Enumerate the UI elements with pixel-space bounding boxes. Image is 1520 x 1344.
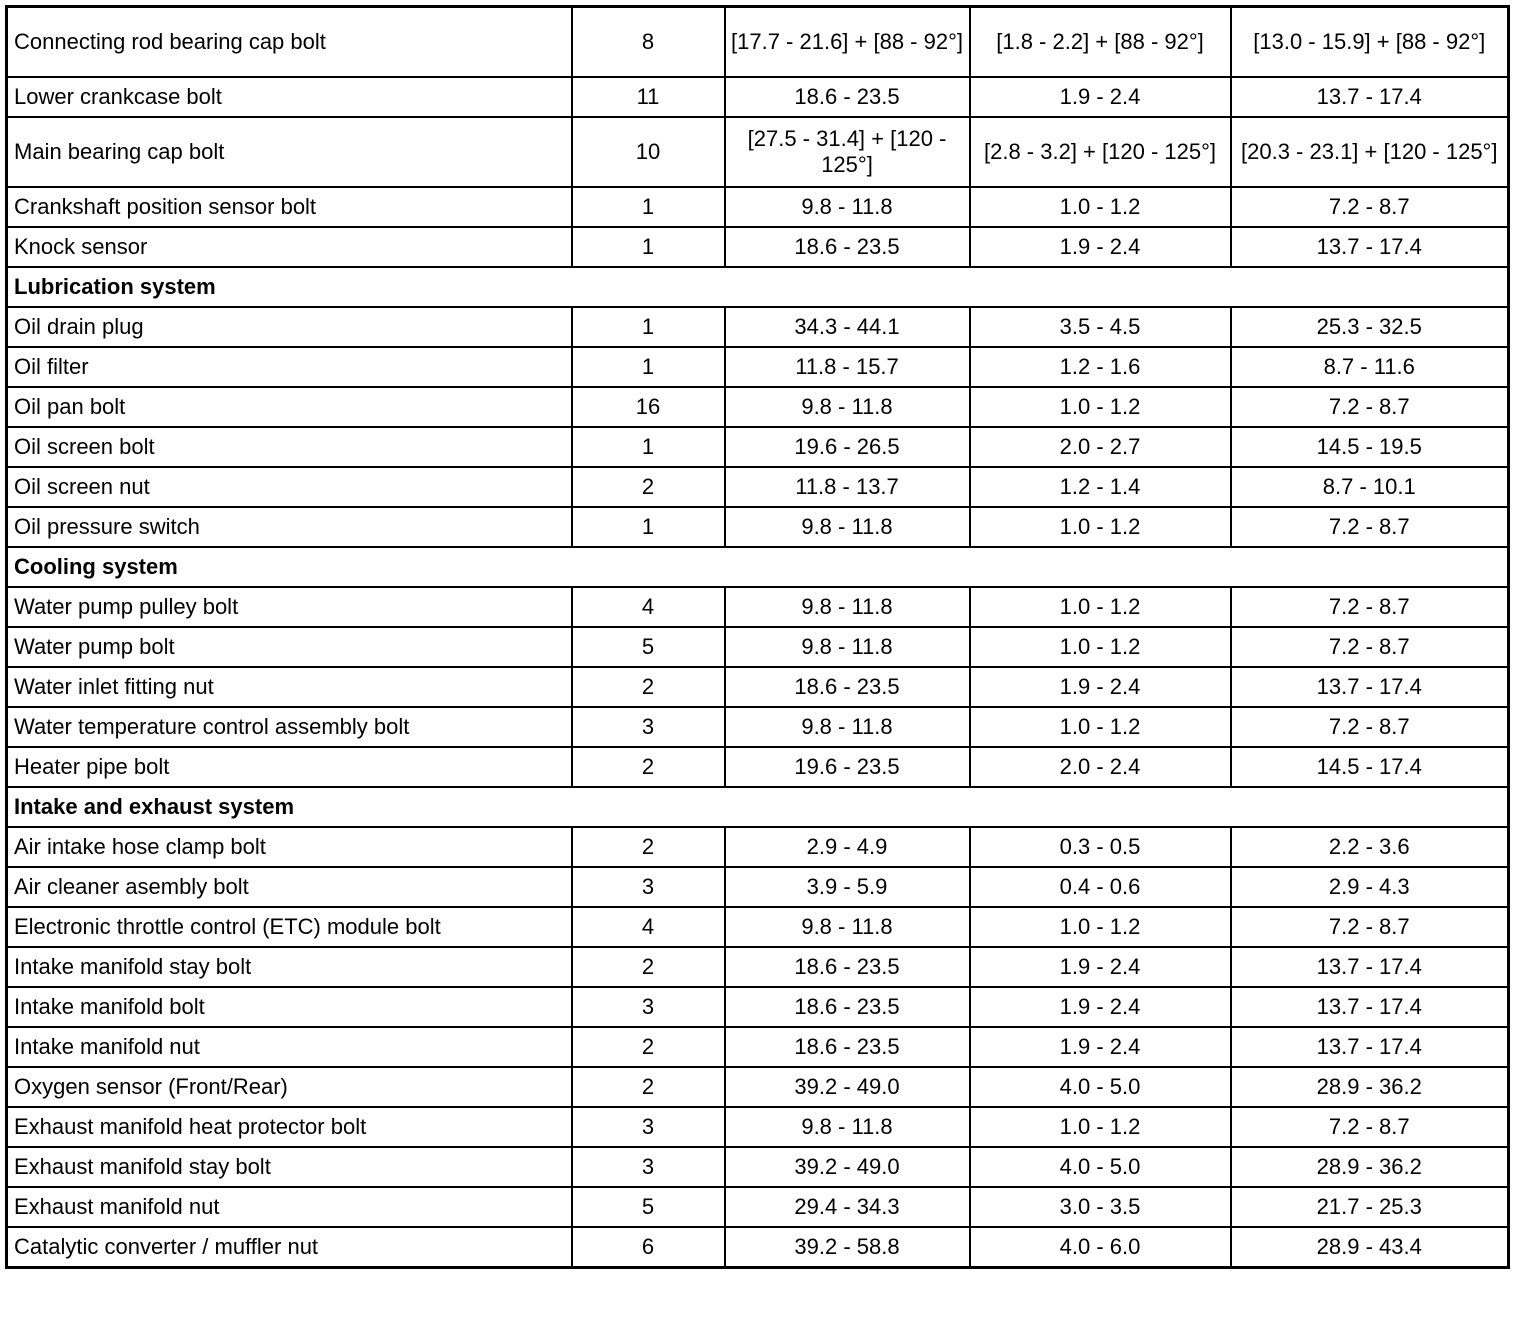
table-row [7,117,1509,187]
torque-kgfm: 1.0 - 1.2 [970,907,1231,947]
quantity: 16 [572,387,725,427]
quantity: 1 [572,227,725,267]
torque-kgfm: 1.2 - 1.4 [970,467,1231,507]
torque-lbft: 13.7 - 17.4 [1231,1027,1509,1067]
component-name: Oxygen sensor (Front/Rear) [7,1067,572,1107]
torque-kgfm: 1.9 - 2.4 [970,227,1231,267]
torque-lbft: 14.5 - 19.5 [1231,427,1509,467]
quantity: 3 [572,987,725,1027]
torque-kgfm: 4.0 - 5.0 [970,1147,1231,1187]
torque-nm: 9.8 - 11.8 [725,707,970,747]
torque-kgfm: 1.9 - 2.4 [970,667,1231,707]
quantity: 6 [572,1227,725,1268]
torque-lbft: 13.7 - 17.4 [1231,947,1509,987]
table-row [7,907,1509,947]
component-name: Intake manifold bolt [7,987,572,1027]
torque-nm: 18.6 - 23.5 [725,947,970,987]
torque-lbft: 8.7 - 11.6 [1231,347,1509,387]
quantity: 11 [572,77,725,117]
torque-nm: 39.2 - 58.8 [725,1227,970,1268]
table-row [7,667,1509,707]
quantity: 1 [572,507,725,547]
table-row [7,427,1509,467]
component-name: Oil screen nut [7,467,572,507]
torque-lbft: [20.3 - 23.1] + [120 - 125°] [1231,117,1509,187]
torque-lbft: 28.9 - 43.4 [1231,1227,1509,1268]
torque-kgfm: [2.8 - 3.2] + [120 - 125°] [970,117,1231,187]
table-row [7,987,1509,1027]
section-title: Cooling system [7,547,1509,587]
torque-kgfm: 3.0 - 3.5 [970,1187,1231,1227]
component-name: Electronic throttle control (ETC) module bolt [7,907,572,947]
torque-kgfm: 1.0 - 1.2 [970,507,1231,547]
torque-lbft: 28.9 - 36.2 [1231,1067,1509,1107]
table-row [7,187,1509,227]
quantity: 2 [572,747,725,787]
torque-lbft: 2.2 - 3.6 [1231,827,1509,867]
component-name: Water temperature control assembly bolt [7,707,572,747]
torque-lbft: 13.7 - 17.4 [1231,77,1509,117]
component-name: Oil screen bolt [7,427,572,467]
torque-nm: 18.6 - 23.5 [725,77,970,117]
table-row [7,1187,1509,1227]
section-header-row [7,267,1509,307]
torque-kgfm: 1.9 - 2.4 [970,1027,1231,1067]
quantity: 2 [572,827,725,867]
component-name: Intake manifold stay bolt [7,947,572,987]
torque-lbft: 13.7 - 17.4 [1231,987,1509,1027]
torque-kgfm: 3.5 - 4.5 [970,307,1231,347]
torque-lbft: 28.9 - 36.2 [1231,1147,1509,1187]
torque-spec-table [5,5,1510,1269]
torque-nm: 2.9 - 4.9 [725,827,970,867]
torque-kgfm: 0.4 - 0.6 [970,867,1231,907]
quantity: 8 [572,7,725,78]
torque-nm: 9.8 - 11.8 [725,387,970,427]
torque-nm: 9.8 - 11.8 [725,507,970,547]
torque-lbft: 7.2 - 8.7 [1231,387,1509,427]
component-name: Intake manifold nut [7,1027,572,1067]
component-name: Main bearing cap bolt [7,117,572,187]
torque-nm: 18.6 - 23.5 [725,1027,970,1067]
torque-spec-table-body [7,7,1509,1268]
torque-nm: 3.9 - 5.9 [725,867,970,907]
torque-kgfm: 1.0 - 1.2 [970,1107,1231,1147]
quantity: 3 [572,867,725,907]
component-name: Exhaust manifold nut [7,1187,572,1227]
torque-nm: [17.7 - 21.6] + [88 - 92°] [725,7,970,78]
torque-nm: 19.6 - 23.5 [725,747,970,787]
component-name: Crankshaft position sensor bolt [7,187,572,227]
table-row [7,347,1509,387]
torque-kgfm: 1.0 - 1.2 [970,587,1231,627]
torque-lbft: 8.7 - 10.1 [1231,467,1509,507]
torque-kgfm: 1.0 - 1.2 [970,707,1231,747]
torque-nm: 34.3 - 44.1 [725,307,970,347]
torque-kgfm: 2.0 - 2.4 [970,747,1231,787]
torque-nm: 19.6 - 26.5 [725,427,970,467]
torque-kgfm: 1.0 - 1.2 [970,387,1231,427]
torque-nm: 39.2 - 49.0 [725,1147,970,1187]
component-name: Heater pipe bolt [7,747,572,787]
torque-lbft: 2.9 - 4.3 [1231,867,1509,907]
quantity: 4 [572,907,725,947]
torque-lbft: 14.5 - 17.4 [1231,747,1509,787]
table-row [7,1147,1509,1187]
torque-nm: 18.6 - 23.5 [725,987,970,1027]
component-name: Air intake hose clamp bolt [7,827,572,867]
component-name: Water pump pulley bolt [7,587,572,627]
quantity: 10 [572,117,725,187]
quantity: 4 [572,587,725,627]
torque-lbft: 25.3 - 32.5 [1231,307,1509,347]
torque-lbft: 7.2 - 8.7 [1231,1107,1509,1147]
torque-lbft: 7.2 - 8.7 [1231,507,1509,547]
component-name: Oil filter [7,347,572,387]
torque-lbft: 7.2 - 8.7 [1231,707,1509,747]
table-row [7,387,1509,427]
table-row [7,747,1509,787]
component-name: Exhaust manifold heat protector bolt [7,1107,572,1147]
torque-kgfm: 1.0 - 1.2 [970,187,1231,227]
table-row [7,867,1509,907]
torque-lbft: 13.7 - 17.4 [1231,667,1509,707]
quantity: 3 [572,1107,725,1147]
quantity: 1 [572,347,725,387]
table-row [7,7,1509,78]
component-name: Oil pressure switch [7,507,572,547]
component-name: Knock sensor [7,227,572,267]
component-name: Water inlet fitting nut [7,667,572,707]
torque-kgfm: 4.0 - 5.0 [970,1067,1231,1107]
table-row [7,1227,1509,1268]
torque-kgfm: 1.9 - 2.4 [970,987,1231,1027]
component-name: Air cleaner asembly bolt [7,867,572,907]
torque-lbft: [13.0 - 15.9] + [88 - 92°] [1231,7,1509,78]
torque-nm: 29.4 - 34.3 [725,1187,970,1227]
quantity: 2 [572,667,725,707]
quantity: 5 [572,1187,725,1227]
component-name: Oil drain plug [7,307,572,347]
table-row [7,467,1509,507]
component-name: Oil pan bolt [7,387,572,427]
component-name: Catalytic converter / muffler nut [7,1227,572,1268]
torque-kgfm: 4.0 - 6.0 [970,1227,1231,1268]
torque-kgfm: 1.0 - 1.2 [970,627,1231,667]
torque-kgfm: 0.3 - 0.5 [970,827,1231,867]
table-row [7,707,1509,747]
torque-nm: [27.5 - 31.4] + [120 - 125°] [725,117,970,187]
torque-kgfm: 1.9 - 2.4 [970,77,1231,117]
quantity: 2 [572,947,725,987]
torque-nm: 9.8 - 11.8 [725,587,970,627]
torque-nm: 9.8 - 11.8 [725,627,970,667]
table-row [7,1107,1509,1147]
component-name: Water pump bolt [7,627,572,667]
quantity: 3 [572,707,725,747]
quantity: 1 [572,427,725,467]
quantity: 5 [572,627,725,667]
quantity: 3 [572,1147,725,1187]
table-row [7,1027,1509,1067]
section-header-row [7,787,1509,827]
torque-kgfm: 1.2 - 1.6 [970,347,1231,387]
torque-nm: 18.6 - 23.5 [725,667,970,707]
section-header-row [7,547,1509,587]
torque-kgfm: 2.0 - 2.7 [970,427,1231,467]
component-name: Lower crankcase bolt [7,77,572,117]
component-name: Exhaust manifold stay bolt [7,1147,572,1187]
table-row [7,947,1509,987]
torque-lbft: 7.2 - 8.7 [1231,187,1509,227]
torque-nm: 39.2 - 49.0 [725,1067,970,1107]
table-row [7,227,1509,267]
torque-kgfm: [1.8 - 2.2] + [88 - 92°] [970,7,1231,78]
torque-lbft: 21.7 - 25.3 [1231,1187,1509,1227]
quantity: 2 [572,1067,725,1107]
table-row [7,1067,1509,1107]
torque-lbft: 7.2 - 8.7 [1231,587,1509,627]
table-row [7,307,1509,347]
quantity: 1 [572,187,725,227]
torque-nm: 18.6 - 23.5 [725,227,970,267]
torque-nm: 9.8 - 11.8 [725,907,970,947]
torque-lbft: 7.2 - 8.7 [1231,627,1509,667]
table-row [7,77,1509,117]
component-name: Connecting rod bearing cap bolt [7,7,572,78]
section-title: Intake and exhaust system [7,787,1509,827]
section-title: Lubrication system [7,267,1509,307]
torque-nm: 9.8 - 11.8 [725,187,970,227]
quantity: 2 [572,1027,725,1067]
table-row [7,587,1509,627]
torque-nm: 11.8 - 15.7 [725,347,970,387]
torque-lbft: 13.7 - 17.4 [1231,227,1509,267]
table-row [7,507,1509,547]
torque-lbft: 7.2 - 8.7 [1231,907,1509,947]
torque-nm: 11.8 - 13.7 [725,467,970,507]
table-row [7,627,1509,667]
torque-kgfm: 1.9 - 2.4 [970,947,1231,987]
quantity: 2 [572,467,725,507]
torque-nm: 9.8 - 11.8 [725,1107,970,1147]
quantity: 1 [572,307,725,347]
table-row [7,827,1509,867]
